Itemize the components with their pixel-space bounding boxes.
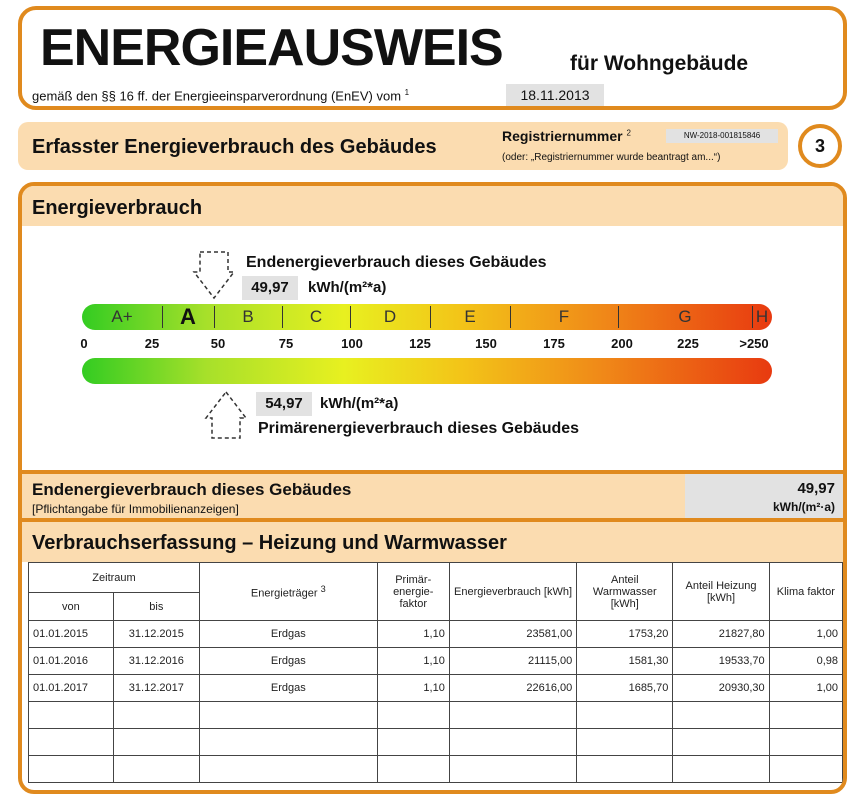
class-e: E: [464, 307, 476, 326]
table-row-empty: [29, 756, 843, 783]
cell-faktor: 1,10: [377, 675, 449, 702]
scale-tick: 150: [475, 336, 497, 351]
summary-value: 49,97: [797, 480, 835, 497]
reg-footnote: 2: [626, 128, 631, 138]
registration-label: [502, 128, 631, 144]
law-date: 18.11.2013: [506, 84, 604, 106]
col-primaerfaktor: Primär-energie-faktor: [377, 563, 449, 621]
end-energy-arrow-icon: [192, 250, 236, 300]
cell-verbrauch: 22616,00: [449, 675, 576, 702]
section-bar: [18, 122, 788, 170]
law-footnote: 1: [404, 88, 410, 97]
cell-verbrauch: 21115,00: [449, 648, 576, 675]
law-reference: [32, 88, 409, 103]
primary-energy-value: 54,97: [256, 392, 312, 416]
table-row: [29, 675, 843, 702]
energy-consumption-panel: [18, 182, 847, 794]
cell-warmwasser: 1753,20: [577, 621, 673, 648]
cell-faktor: 1,10: [377, 648, 449, 675]
class-d: D: [383, 307, 397, 326]
primary-energy-label: Primärenergieverbrauch dieses Gebäudes: [258, 420, 580, 437]
registration-hint: (oder: „Registriernummer wurde beantragt am...“): [502, 152, 721, 163]
end-energy-label: Endenergieverbrauch dieses Gebäudes: [246, 254, 547, 271]
cell-verbrauch: 23581,00: [449, 621, 576, 648]
scale-tick: 125: [409, 336, 431, 351]
cell-bis: 31.12.2017: [113, 675, 199, 702]
scale-tick: 100: [341, 336, 363, 351]
table-row-empty: [29, 702, 843, 729]
primary-energy-unit: kWh/(m²*a): [320, 395, 399, 412]
cell-heizung: 19533,70: [673, 648, 769, 675]
col-klimafaktor: Klima faktor: [769, 563, 842, 621]
reg-label-text: Registriernummer: [502, 128, 623, 144]
col-heizung: Anteil Heizung [kWh]: [673, 563, 769, 621]
end-energy-value: 49,97: [242, 276, 298, 300]
cell-bis: 31.12.2015: [113, 621, 199, 648]
summary-note: [Pflichtangabe für Immobilienanzeigen]: [32, 502, 239, 516]
cell-von: 01.01.2017: [29, 675, 114, 702]
class-a: A: [180, 304, 196, 329]
cell-warmwasser: 1685,70: [577, 675, 673, 702]
scale-tick: 175: [543, 336, 565, 351]
cell-klima: 1,00: [769, 621, 842, 648]
scale-tick: 25: [144, 336, 160, 351]
end-energy-unit: kWh/(m²*a): [308, 279, 387, 296]
table-row: [29, 621, 843, 648]
document-title: ENERGIEAUSWEIS: [40, 19, 503, 77]
consumption-table: [28, 562, 843, 783]
scale-tick: 225: [677, 336, 699, 351]
cell-klima: 0,98: [769, 648, 842, 675]
scale-tick: 0: [80, 336, 88, 351]
class-g: G: [678, 307, 692, 326]
cell-traeger: Erdgas: [200, 621, 378, 648]
col-bis: bis: [113, 593, 199, 621]
document-subtitle: für Wohngebäude: [570, 52, 749, 75]
registration-number: NW-2018-001815846: [666, 129, 778, 143]
table-heading: Verbrauchserfassung – Heizung und Warmwasser: [22, 518, 843, 562]
col-energietraeger-text: Energieträger: [250, 587, 318, 600]
class-f: F: [558, 307, 570, 326]
section-title: Erfasster Energieverbrauch des Gebäudes: [32, 136, 437, 158]
primary-energy-arrow-icon: [204, 390, 248, 440]
summary-unit: kWh/(m²·a): [773, 500, 835, 514]
cell-klima: 1,00: [769, 675, 842, 702]
col-energietraeger: [200, 563, 378, 621]
cell-faktor: 1,10: [377, 621, 449, 648]
energy-heading: Energieverbrauch: [22, 186, 843, 226]
law-text: gemäß den §§ 16 ff. der Energieeinsparverordnung (EnEV) vom: [32, 88, 402, 104]
scale-tick: 200: [611, 336, 633, 351]
page-number: 3: [798, 124, 842, 168]
class-c: C: [309, 307, 323, 326]
energy-class-scale: [82, 304, 772, 330]
summary-row: [22, 470, 843, 518]
class-h: H: [755, 307, 769, 326]
col-energietraeger-fn: 3: [320, 583, 326, 594]
certificate-header: [18, 6, 847, 110]
scale-tick: 50: [210, 336, 226, 351]
cell-bis: 31.12.2016: [113, 648, 199, 675]
col-zeitraum: Zeitraum: [29, 563, 200, 593]
table-row: [29, 648, 843, 675]
summary-title: Endenergieverbrauch dieses Gebäudes: [32, 480, 352, 499]
cell-von: 01.01.2015: [29, 621, 114, 648]
summary-value-box: [685, 474, 843, 518]
table-row-empty: [29, 729, 843, 756]
cell-heizung: 20930,30: [673, 675, 769, 702]
cell-warmwasser: 1581,30: [577, 648, 673, 675]
col-warmwasser: Anteil Warmwasser [kWh]: [577, 563, 673, 621]
scale-tick: >250: [739, 336, 769, 351]
class-a-plus: A+: [111, 307, 133, 326]
class-b: B: [242, 307, 254, 326]
cell-von: 01.01.2016: [29, 648, 114, 675]
cell-traeger: Erdgas: [200, 648, 378, 675]
energy-gradient-scale: [82, 358, 772, 384]
col-energieverbrauch: Energieverbrauch [kWh]: [449, 563, 576, 621]
cell-traeger: Erdgas: [200, 675, 378, 702]
scale-tick: 75: [278, 336, 294, 351]
cell-heizung: 21827,80: [673, 621, 769, 648]
col-von: von: [29, 593, 114, 621]
